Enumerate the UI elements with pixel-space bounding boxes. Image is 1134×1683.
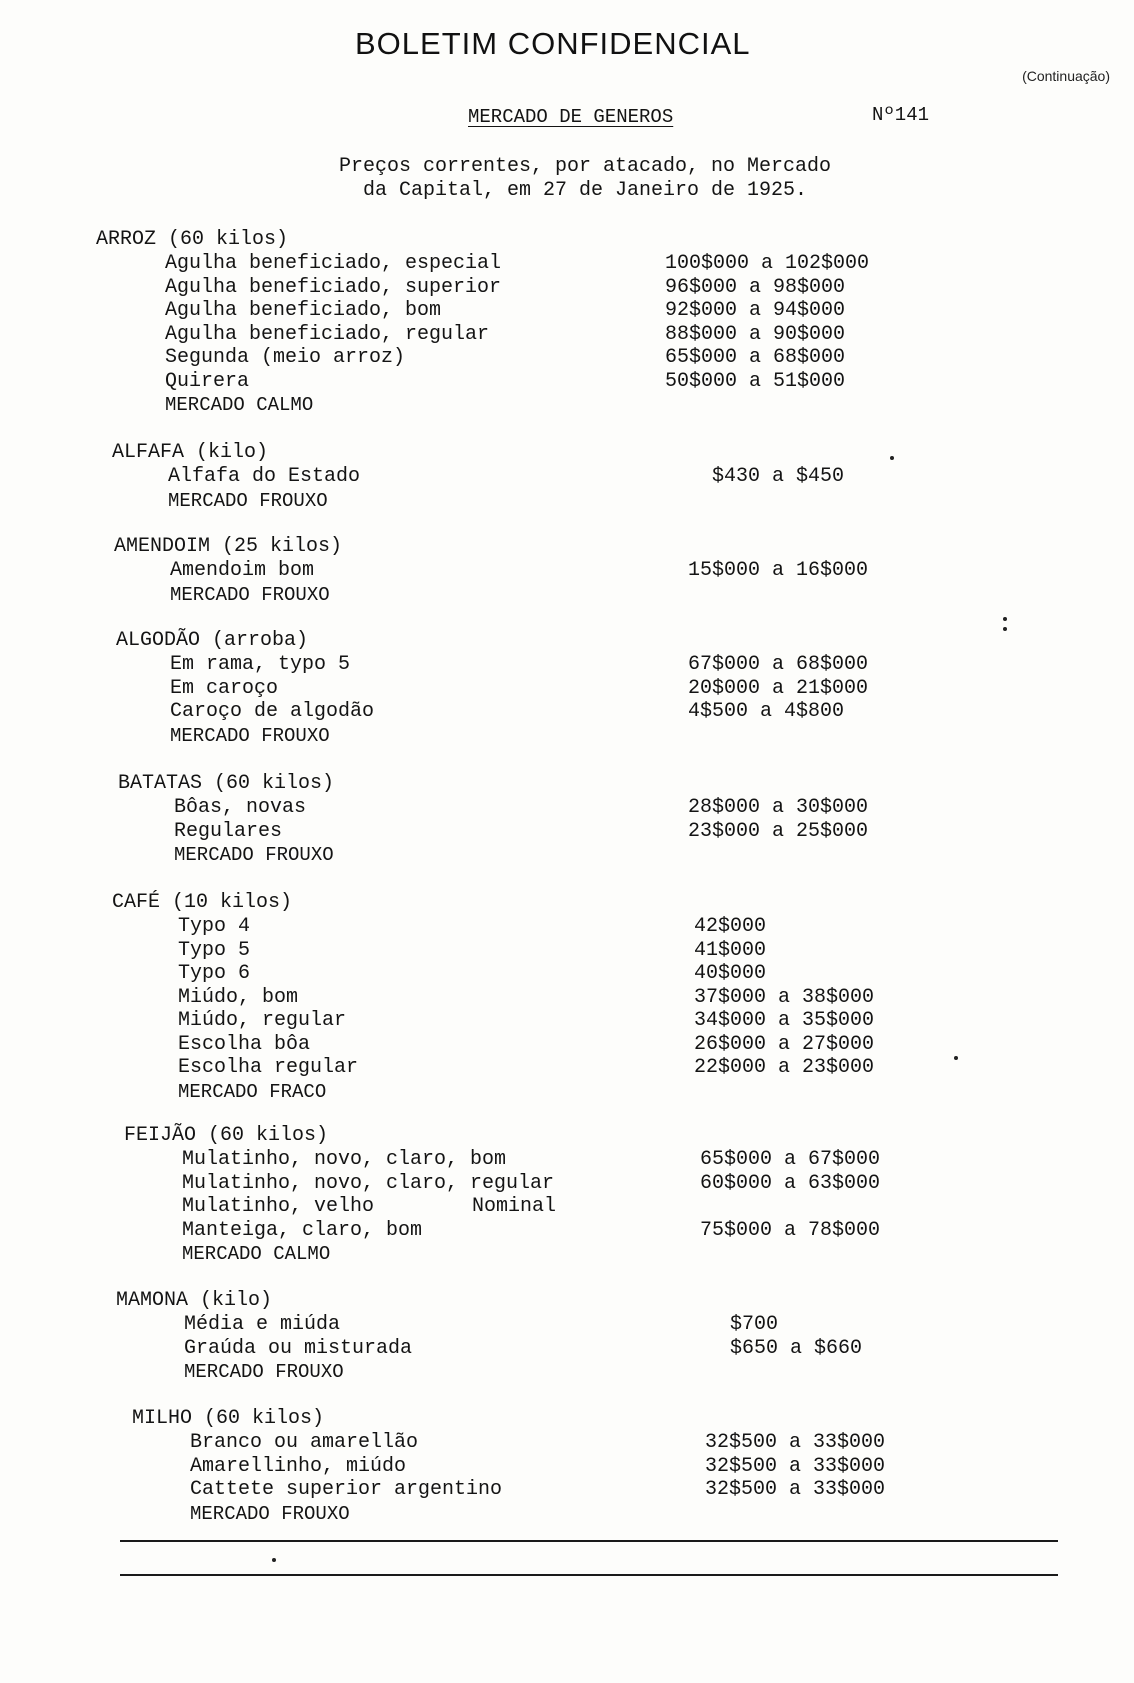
section-rows — [190, 1431, 886, 1526]
item-price: 60$000 a 63$000 — [700, 1171, 881, 1195]
bottom-rule-2 — [120, 1574, 1058, 1576]
ink-speck — [272, 1558, 276, 1562]
item-name: Typo 6 — [178, 962, 251, 985]
item-name: Em rama, typo 5 — [170, 653, 351, 676]
market-status: MERCADO FROUXO — [190, 1502, 350, 1525]
item-name: Caroço de algodão — [170, 700, 375, 723]
ink-speck — [1003, 617, 1007, 621]
item-price: 65$000 a 68$000 — [665, 346, 846, 369]
item-price: $430 a $450 — [712, 465, 845, 488]
item-price: 32$500 a 33$000 — [705, 1478, 886, 1501]
section-rows — [170, 653, 869, 748]
market-status: MERCADO FRACO — [178, 1080, 327, 1103]
section-rows — [178, 915, 875, 1104]
item-name: Escolha regular — [178, 1056, 359, 1079]
price-row — [168, 465, 845, 489]
item-name: Typo 4 — [178, 915, 251, 938]
price-row — [170, 700, 845, 724]
ink-speck — [954, 1056, 958, 1060]
bulletin-number: Nº141 — [872, 104, 930, 126]
item-price: $700 — [730, 1313, 779, 1336]
market-status: MERCADO FROUXO — [168, 489, 328, 512]
item-price: 100$000 a 102$000 — [665, 252, 870, 275]
item-price: 23$000 a 25$000 — [688, 819, 869, 843]
price-row — [170, 653, 869, 677]
item-price: 41$000 — [694, 938, 767, 962]
item-price: 96$000 a 98$000 — [665, 275, 846, 299]
market-status: MERCADO CALMO — [165, 394, 314, 416]
market-heading: MERCADO DE GENEROS — [468, 106, 674, 128]
item-name: Média e miúda — [184, 1313, 341, 1336]
ink-speck — [890, 456, 894, 460]
section-title: ARROZ (60 kilos) — [96, 228, 289, 251]
item-name: Segunda (meio arroz) — [165, 346, 406, 369]
item-price: 50$000 a 51$000 — [665, 369, 846, 393]
price-row — [170, 559, 869, 583]
price-row — [190, 1478, 886, 1502]
item-name: Amendoim bom — [170, 559, 315, 582]
price-row — [184, 1313, 779, 1337]
section-title: FEIJÃO (60 kilos) — [124, 1124, 329, 1147]
item-name: Quirera — [165, 369, 250, 393]
item-price: 37$000 a 38$000 — [694, 985, 875, 1009]
price-row — [178, 1056, 875, 1080]
item-price: 88$000 a 90$000 — [665, 322, 846, 346]
market-status: MERCADO FROUXO — [170, 724, 330, 747]
section-title: ALGODÃO (arroba) — [116, 629, 309, 652]
intro-line-2: da Capital, em 27 de Janeiro de 1925. — [362, 179, 808, 202]
section-rows — [184, 1313, 863, 1384]
section-rows — [170, 559, 869, 607]
market-status: MERCADO FROUXO — [174, 844, 334, 866]
section-title: BATATAS (60 kilos) — [118, 772, 335, 795]
price-row — [165, 252, 870, 276]
price-row — [165, 369, 846, 394]
item-price: 92$000 a 94$000 — [665, 299, 846, 322]
item-name: Graúda ou misturada — [184, 1336, 413, 1360]
item-price: 40$000 — [694, 962, 767, 985]
section-rows — [174, 796, 869, 867]
market-status: MERCADO CALMO — [182, 1243, 331, 1265]
item-name: Agulha beneficiado, bom — [165, 299, 442, 322]
price-row — [182, 1148, 881, 1172]
item-price: 32$500 a 33$000 — [705, 1454, 886, 1478]
item-price: 75$000 a 78$000 — [700, 1218, 881, 1242]
price-row — [165, 346, 846, 370]
price-row — [184, 1336, 863, 1361]
item-name: Regulares — [174, 819, 283, 843]
item-price: Nominal — [472, 1195, 557, 1218]
price-row — [190, 1431, 886, 1455]
item-price: 22$000 a 23$000 — [694, 1056, 875, 1079]
item-price: $650 a $660 — [730, 1336, 863, 1360]
price-row — [165, 322, 846, 347]
continuation-note: (Continuação) — [1022, 68, 1110, 84]
price-row — [165, 299, 846, 323]
item-name: Cattete superior argentino — [190, 1478, 503, 1501]
price-row — [182, 1195, 557, 1219]
price-row — [178, 915, 767, 939]
item-name: Agulha beneficiado, especial — [165, 252, 502, 275]
item-price: 34$000 a 35$000 — [694, 1009, 875, 1032]
item-name: Mulatinho, velho — [182, 1195, 375, 1218]
item-name: Branco ou amarellão — [190, 1431, 419, 1454]
item-name: Mulatinho, novo, claro, regular — [182, 1171, 555, 1195]
item-name: Agulha beneficiado, regular — [165, 322, 490, 346]
section-title: AMENDOIM (25 kilos) — [114, 535, 343, 558]
price-row — [170, 676, 869, 701]
price-row — [174, 819, 869, 844]
item-price: 20$000 a 21$000 — [688, 676, 869, 700]
price-row — [190, 1454, 886, 1479]
price-row — [178, 1032, 875, 1057]
section-rows — [165, 252, 870, 417]
item-price: 32$500 a 33$000 — [705, 1431, 886, 1454]
ink-speck — [1003, 627, 1007, 631]
price-row — [182, 1171, 881, 1196]
item-name: Escolha bôa — [178, 1032, 311, 1056]
section-rows — [182, 1148, 881, 1266]
price-row — [178, 962, 767, 986]
price-row — [165, 275, 846, 300]
price-row — [174, 796, 869, 820]
section-rows — [168, 465, 845, 513]
item-price: 67$000 a 68$000 — [688, 653, 869, 676]
item-price: 65$000 a 67$000 — [700, 1148, 881, 1171]
price-row — [178, 985, 875, 1010]
item-name: Miúdo, bom — [178, 985, 299, 1009]
section-title: MILHO (60 kilos) — [132, 1407, 325, 1430]
item-price: 4$500 a 4$800 — [688, 700, 845, 723]
item-name: Bôas, novas — [174, 796, 307, 819]
market-status: MERCADO FROUXO — [184, 1361, 344, 1383]
section-title: CAFÉ (10 kilos) — [112, 891, 293, 914]
item-name: Miúdo, regular — [178, 1009, 347, 1032]
price-row — [178, 1009, 875, 1033]
item-price: 26$000 a 27$000 — [694, 1032, 875, 1056]
item-name: Alfafa do Estado — [168, 465, 361, 488]
section-title: ALFAFA (kilo) — [112, 441, 269, 464]
item-price: 42$000 — [694, 915, 767, 938]
price-row — [178, 938, 767, 963]
item-price: 15$000 a 16$000 — [688, 559, 869, 582]
price-row — [182, 1218, 881, 1243]
item-name: Amarellinho, miúdo — [190, 1454, 407, 1478]
item-name: Typo 5 — [178, 938, 251, 962]
bottom-rule-1 — [120, 1540, 1058, 1542]
intro-paragraph — [290, 155, 880, 203]
section-title: MAMONA (kilo) — [116, 1289, 273, 1312]
item-name: Mulatinho, novo, claro, bom — [182, 1148, 507, 1171]
item-price: 28$000 a 30$000 — [688, 796, 869, 819]
market-status: MERCADO FROUXO — [170, 583, 330, 606]
page-title: BOLETIM CONFIDENCIAL — [355, 26, 751, 61]
intro-line-1: Preços correntes, por atacado, no Mercado — [338, 155, 832, 178]
item-name: Manteiga, claro, bom — [182, 1218, 423, 1242]
item-name: Agulha beneficiado, superior — [165, 275, 502, 299]
item-name: Em caroço — [170, 676, 279, 700]
